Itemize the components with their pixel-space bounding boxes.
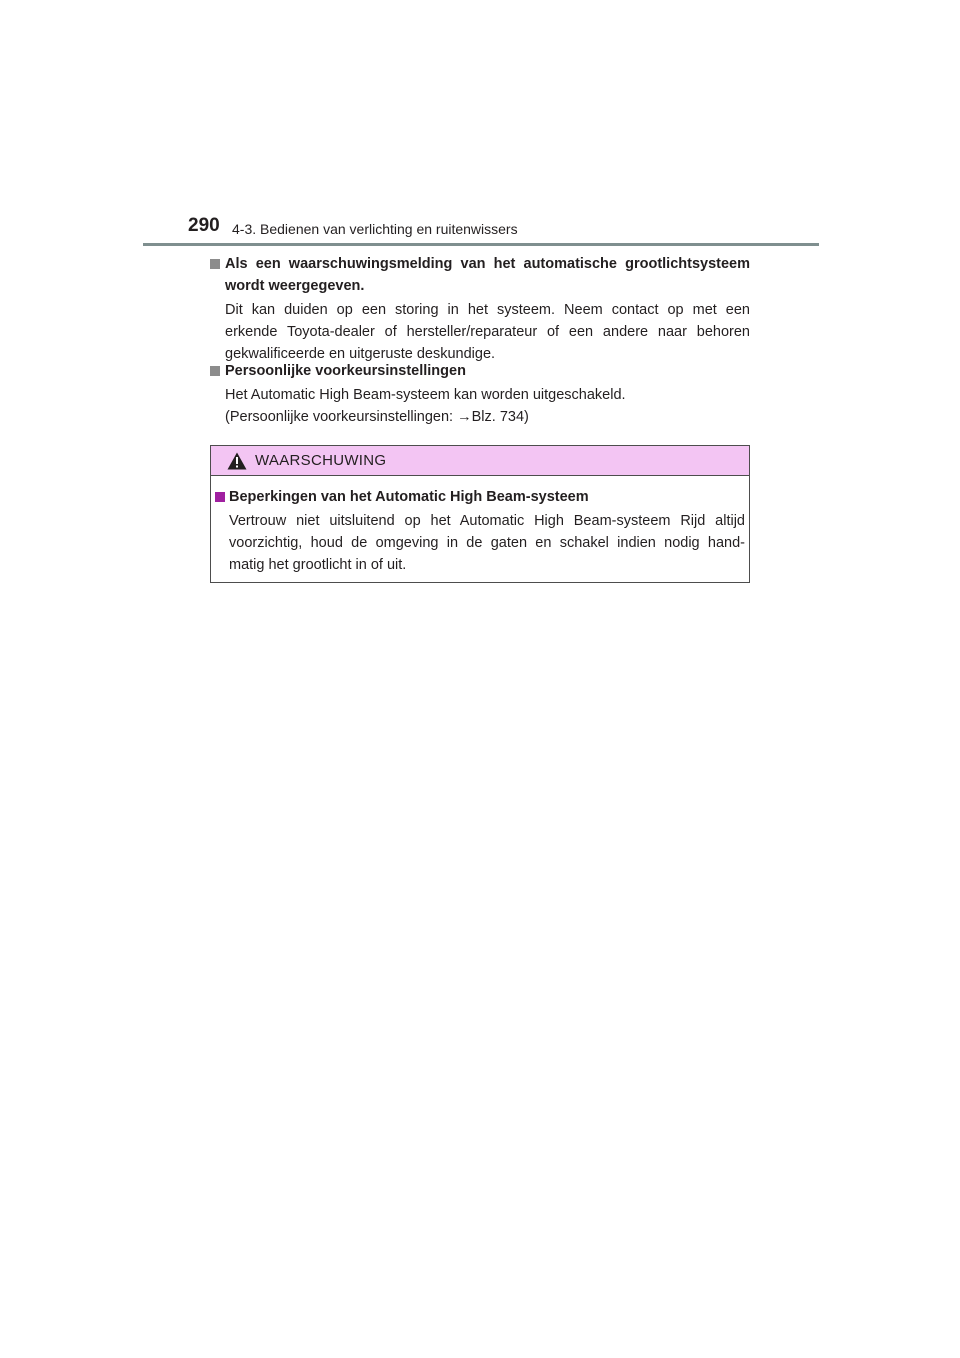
body-line: (Persoonlijke voorkeursinstellingen: →Blz. 734)	[225, 409, 529, 425]
page-header	[188, 215, 820, 245]
body-line: Vertrouw niet uitsluitend op het Automatic High Beam-systeem Rijd altijd	[229, 513, 745, 529]
body-line: Dit kan duiden op een storing in het systeem. Neem contact op met een	[225, 302, 750, 318]
page-number: 290	[188, 215, 220, 236]
section-heading	[210, 253, 750, 297]
warning-header	[211, 446, 749, 476]
warning-title: WAARSCHUWING	[255, 452, 387, 469]
warning-body	[215, 510, 745, 576]
bullet-square-icon	[210, 259, 220, 269]
section-body	[210, 384, 750, 428]
body-line: gekwalificeerde en uitgeruste deskundige.	[225, 346, 496, 362]
section-body	[210, 299, 750, 365]
body-line: Het Automatic High Beam-systeem kan worden uitgeschakeld.	[225, 387, 626, 403]
warning-heading	[215, 486, 745, 508]
warning-box	[210, 445, 750, 583]
heading-line: Persoonlijke voorkeursinstellingen	[225, 363, 466, 379]
bullet-square-icon	[215, 492, 225, 502]
section-warning-message	[210, 253, 750, 365]
warning-heading-text: Beperkingen van het Automatic High Beam-systeem	[229, 489, 589, 505]
bullet-square-icon	[210, 366, 220, 376]
section-personal-settings	[210, 360, 750, 428]
body-line: matig het grootlicht in of uit.	[229, 557, 407, 573]
header-divider	[143, 243, 819, 246]
warning-content	[215, 486, 745, 576]
warning-triangle-icon	[227, 452, 247, 470]
section-heading	[210, 360, 750, 382]
body-line: erkende Toyota-dealer of hersteller/reparateur of een andere naar behoren	[225, 324, 750, 340]
body-line: voorzichtig, houd de omgeving in de gaten en schakel indien nodig hand-	[229, 535, 745, 551]
section-title: 4-3. Bedienen van verlichting en ruitenwissers	[232, 221, 518, 237]
heading-line: wordt weergegeven.	[225, 278, 365, 294]
heading-line: Als een waarschuwingsmelding van het automatische grootlichtsysteem	[225, 256, 750, 272]
